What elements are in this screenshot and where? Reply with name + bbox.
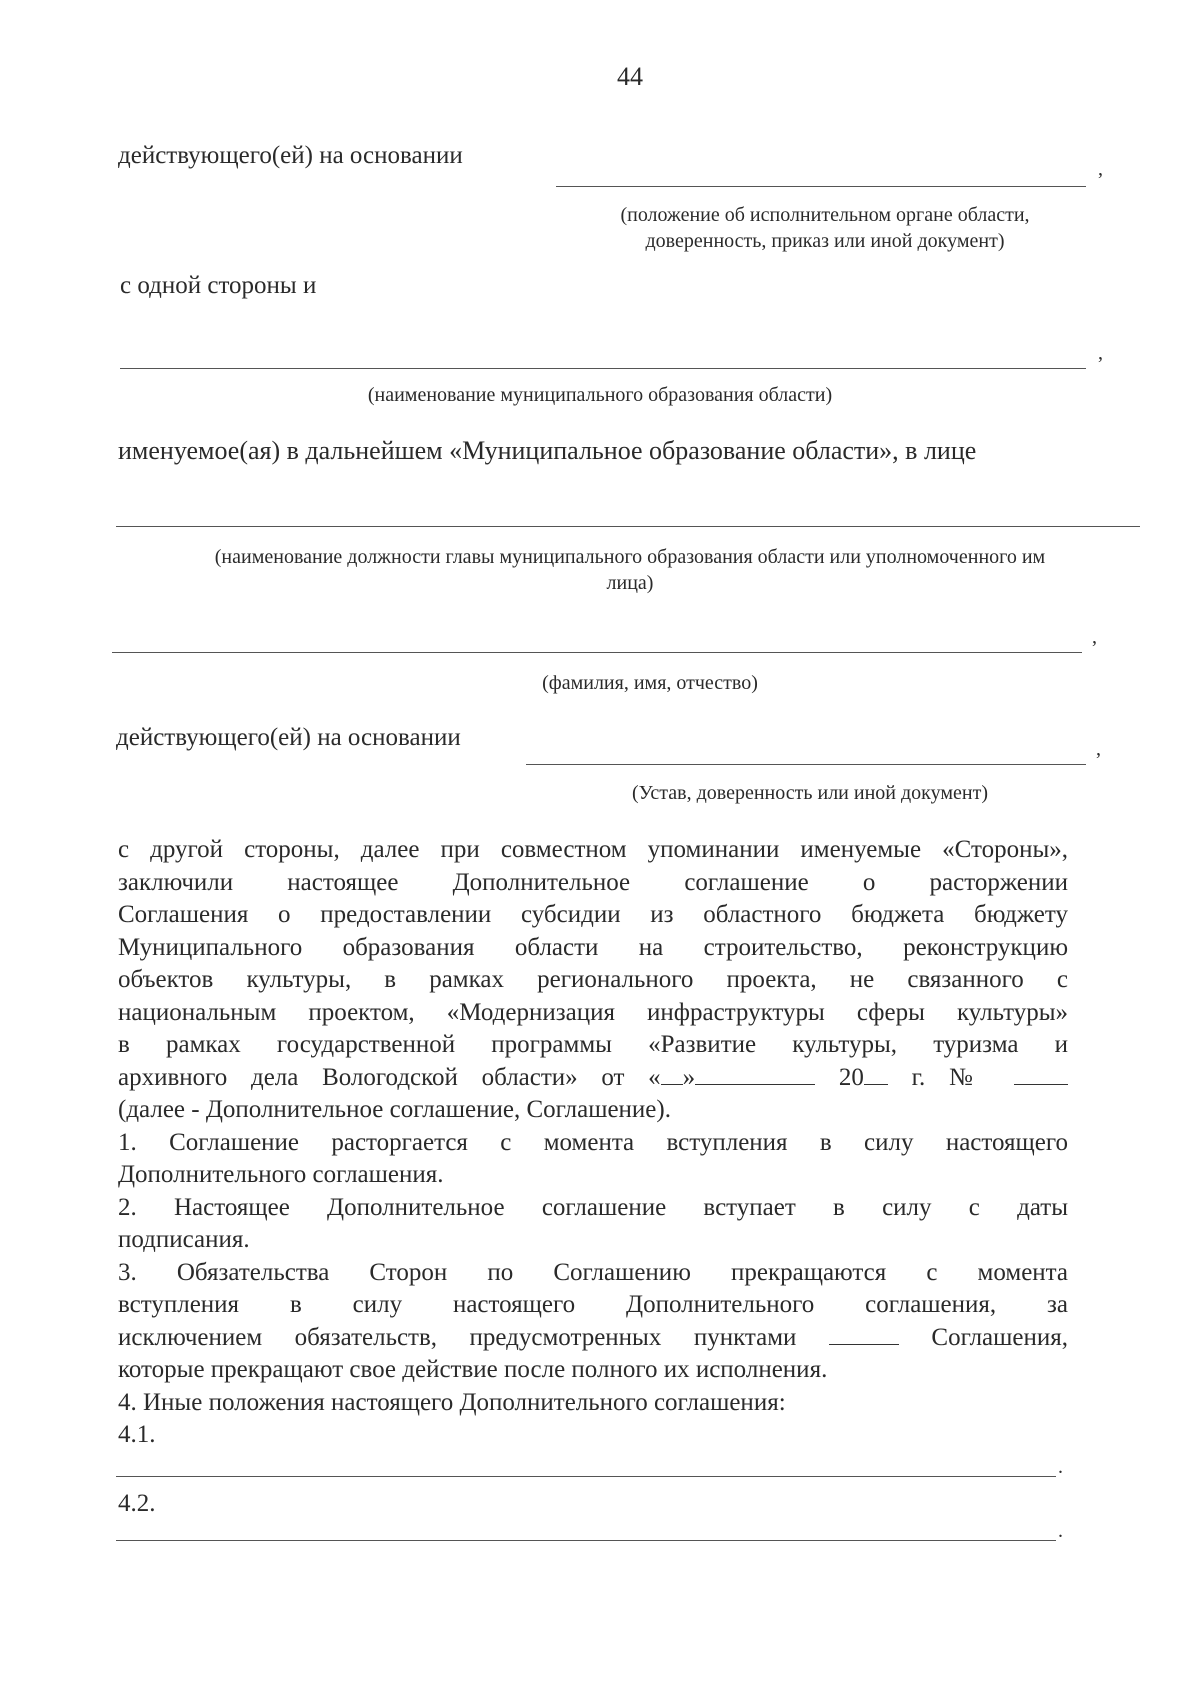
fio-caption: (фамилия, имя, отчество) — [542, 672, 758, 694]
acting-basis-caption-1: (положение об исполнительном органе области, — [620, 204, 1030, 226]
acting-basis-caption-2: доверенность, приказ или иной документ) — [645, 230, 1005, 252]
named-text: именуемое(ая) в дальнейшем «Муниципальное образование области», в лице — [118, 436, 977, 465]
clause-4: 4. Иные положения настоящего Дополнительного соглашения: — [118, 1388, 786, 1416]
intro-line: заключили настоящее Дополнительное соглашение о расторжении — [118, 868, 1068, 896]
acting-basis-caption-3: (Устав, доверенность или иной документ) — [632, 782, 988, 804]
clause-1-line: Дополнительного соглашения. — [118, 1161, 444, 1188]
dot: . — [1058, 1456, 1063, 1478]
municipality-line — [120, 368, 1086, 369]
clause-4-1: 4.1. — [118, 1421, 156, 1448]
comma: , — [1096, 738, 1101, 760]
month-blank — [695, 1064, 815, 1085]
intro-line: Муниципального образования области на строительство, реконструкцию — [118, 933, 1068, 961]
clause-2-line: подписания. — [118, 1226, 250, 1253]
clause-3-line: 3. Обязательства Сторон по Соглашению прекращаются с момента — [118, 1258, 1068, 1286]
one-side-text: с одной стороны и — [120, 272, 317, 299]
head-position-line — [116, 526, 1140, 527]
clause-4-1-line — [116, 1476, 1056, 1477]
intro-line: Соглашения о предоставлении субсидии из областного бюджета бюджету — [118, 901, 1068, 928]
acting-basis-line — [556, 186, 1086, 187]
clause-1-line: 1. Соглашение расторгается с момента вступления в силу настоящего — [118, 1128, 1068, 1156]
date-line: архивного дела Вологодской области» от « » 20 г. № — [118, 1062, 1068, 1095]
page-number: 44 — [617, 62, 643, 91]
acting-basis-label-2: действующего(ей) на основании — [116, 724, 461, 751]
intro-line: объектов культуры, в рамках регионального проекта, не связанного с — [118, 966, 1068, 993]
clause-3-line: которые прекращают свое действие после полного их исполнения. — [118, 1356, 828, 1383]
head-position-caption-2: лица) — [606, 572, 654, 594]
comma: , — [1098, 158, 1103, 180]
day-blank — [661, 1064, 683, 1085]
municipality-caption: (наименование муниципального образования области) — [367, 384, 833, 406]
clause-3-line: вступления в силу настоящего Дополнительного соглашения, за — [118, 1291, 1068, 1318]
clause-4-2-line — [116, 1540, 1056, 1541]
fio-line — [112, 652, 1082, 653]
dot: . — [1058, 1520, 1063, 1542]
intro-line: с другой стороны, далее при совместном упоминании именуемые «Стороны», — [118, 836, 1068, 863]
number-blank — [1014, 1064, 1068, 1085]
clause-2-line: 2. Настоящее Дополнительное соглашение вступает в силу с даты — [118, 1193, 1068, 1221]
head-position-caption-1: (наименование должности главы муниципального образования области или уполномоченного им — [214, 546, 1046, 568]
comma: , — [1092, 626, 1097, 648]
comma: , — [1098, 342, 1103, 364]
clauses-blank — [829, 1324, 899, 1345]
clause-3-line: исключением обязательств, предусмотренных пунктами Соглашения, — [118, 1323, 1068, 1351]
intro-line: в рамках государственной программы «Развитие культуры, туризма и — [118, 1031, 1068, 1058]
intro-last: (далее - Дополнительное соглашение, Соглашение). — [118, 1096, 671, 1123]
acting-basis-label: действующего(ей) на основании — [118, 142, 463, 169]
intro-line: национальным проектом, «Модернизация инфраструктуры сферы культуры» — [118, 998, 1068, 1026]
agreement-body — [118, 834, 1068, 1452]
year-blank — [864, 1064, 888, 1085]
acting-basis-line-2 — [526, 764, 1086, 765]
clause-4-2: 4.2. — [118, 1490, 156, 1517]
